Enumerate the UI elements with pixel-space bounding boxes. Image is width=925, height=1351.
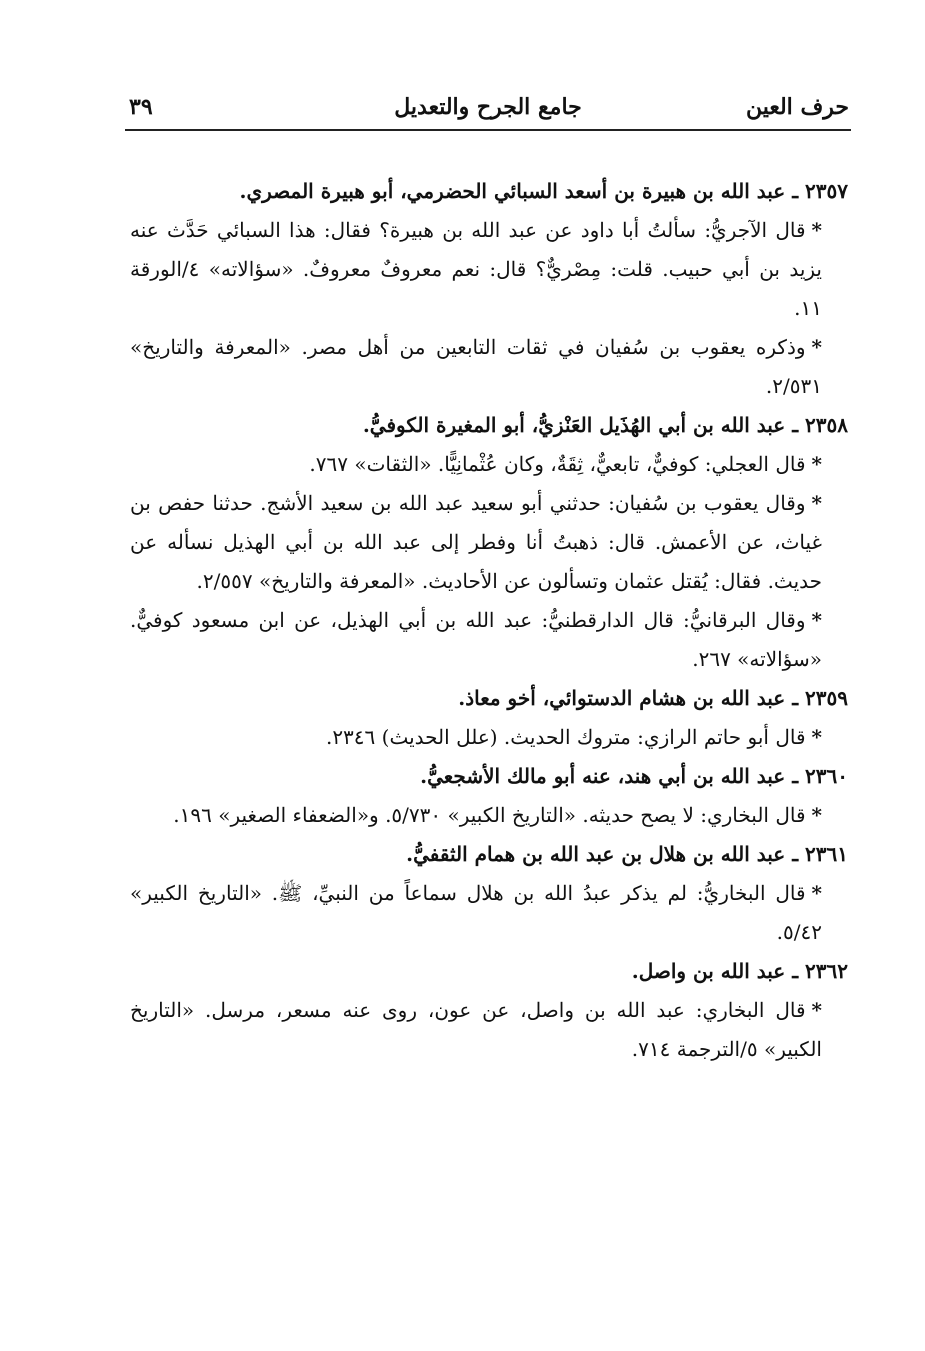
paragraph-text: وذكره يعقوب بن سُفيان في ثقات التابعين من أهل مصر. «المعرفة والتاريخ» ٢/٥٣١. bbox=[130, 335, 822, 398]
entry-heading bbox=[130, 952, 848, 991]
entry-heading bbox=[130, 406, 848, 445]
paragraph-text: وقال يعقوب بن سُفيان: حدثني أبو سعيد عبد الله بن سعيد الأشج. حدثنا حفص بن غياث، عن الأعمش. قال: ذهبتُ أنا وفطر إلى عبد الله بن أبي الهذيل نسأله عن حديث. فقال: يُقتل عثمان وتسألون عن الأحاديث. «المعرفة والتاريخ» ٢/٥٥٧. bbox=[130, 491, 822, 593]
entry-paragraph bbox=[130, 601, 848, 679]
entry-dash: ـ bbox=[785, 179, 806, 203]
entry-number: ٢٣٥٨ bbox=[805, 413, 848, 437]
entry-name: عبد الله بن هلال بن عبد الله بن همام الثقفيُّ. bbox=[406, 842, 786, 866]
running-header bbox=[125, 90, 851, 126]
entry-name: عبد الله بن أبي الهُذَيل العَنْزيُّ، أبو المغيرة الكوفيُّ. bbox=[362, 413, 786, 437]
asterisk-icon: * bbox=[811, 491, 822, 515]
paragraph-text: قال العجلي: كوفيٌّ، تابعيٌّ، ثِقَةٌ، وكان عُثْمانِيًّا. «الثقات» ٧٦٧. bbox=[309, 452, 806, 476]
entry-dash: ـ bbox=[785, 959, 806, 983]
entry-number: ٢٣٥٧ bbox=[805, 179, 848, 203]
entry-name: عبد الله بن واصل. bbox=[631, 959, 786, 983]
entry-paragraph bbox=[130, 796, 848, 835]
entry-paragraph bbox=[130, 484, 848, 601]
entry-paragraph bbox=[130, 445, 848, 484]
entry-paragraph bbox=[130, 718, 848, 757]
asterisk-icon: * bbox=[811, 803, 822, 827]
entry-heading bbox=[130, 757, 848, 796]
entry-number: ٢٣٦١ bbox=[805, 842, 848, 866]
paragraph-text: قال البخاري: عبد الله بن واصل، عن عون، روى عنه مسعر، مرسل. «التاريخ الكبير» ٥/الترجمة ٧١٤. bbox=[130, 998, 822, 1061]
page-number: ٣٩ bbox=[129, 94, 153, 120]
entry-number: ٢٣٦٢ bbox=[805, 959, 848, 983]
entry-name: عبد الله بن هبيرة بن أسعد السبائي الحضرمي، أبو هبيرة المصري. bbox=[239, 179, 786, 203]
paragraph-text: قال الآجريُّ: سألتُ أبا داود عن عبد الله بن هبيرة؟ فقال: هذا السبائي حَدَّث عنه يزيد بن أبي حبيب. قلت: مِصْريٌّ؟ قال: نعم معروفٌ معروفٌ. «سؤالاته» ٤/الورقة ١١. bbox=[130, 218, 822, 320]
asterisk-icon: * bbox=[811, 608, 822, 632]
paragraph-text: وقال البرقانيُّ: قال الدارقطنيُّ: عبد الله بن أبي الهذيل، عن ابن مسعود كوفيٌّ. «سؤالاته» ٢٦٧. bbox=[130, 608, 822, 671]
header-section-name: حرف العين bbox=[745, 94, 849, 120]
entry-dash: ـ bbox=[785, 842, 806, 866]
entry-paragraph bbox=[130, 211, 848, 328]
asterisk-icon: * bbox=[811, 725, 822, 749]
asterisk-icon: * bbox=[811, 998, 822, 1022]
entry-heading bbox=[130, 679, 848, 718]
entry-paragraph bbox=[130, 874, 848, 952]
document-body bbox=[130, 172, 848, 1069]
header-book-title: جامع الجرح والتعديل bbox=[394, 94, 582, 120]
entry-name: عبد الله بن أبي هند، عنه أبو مالك الأشجعيُّ. bbox=[420, 764, 786, 788]
entry-heading bbox=[130, 835, 848, 874]
paragraph-text: قال البخاري: لا يصح حديثه. «التاريخ الكبير» ٥/٧٣٠. و«الضعفاء الصغير» ١٩٦. bbox=[173, 803, 806, 827]
asterisk-icon: * bbox=[811, 335, 822, 359]
asterisk-icon: * bbox=[811, 218, 822, 242]
asterisk-icon: * bbox=[811, 452, 822, 476]
entry-dash: ـ bbox=[785, 764, 806, 788]
entry-paragraph bbox=[130, 991, 848, 1069]
entry-heading bbox=[130, 172, 848, 211]
header-rule bbox=[125, 129, 851, 131]
entry-number: ٢٣٥٩ bbox=[805, 686, 848, 710]
entry-number: ٢٣٦٠ bbox=[805, 764, 848, 788]
entry-name: عبد الله بن هشام الدستوائي، أخو معاذ. bbox=[458, 686, 786, 710]
entry-dash: ـ bbox=[785, 686, 806, 710]
entry-dash: ـ bbox=[785, 413, 806, 437]
asterisk-icon: * bbox=[811, 881, 822, 905]
entry-paragraph bbox=[130, 328, 848, 406]
paragraph-text: قال البخاريُّ: لم يذكر عبدُ الله بن هلال سماعاً من النبيِّ، ﷺ. «التاريخ الكبير» ٥/٤٢. bbox=[130, 881, 822, 944]
paragraph-text: قال أبو حاتم الرازي: متروك الحديث. (علل الحديث) ٢٣٤٦. bbox=[325, 725, 806, 749]
